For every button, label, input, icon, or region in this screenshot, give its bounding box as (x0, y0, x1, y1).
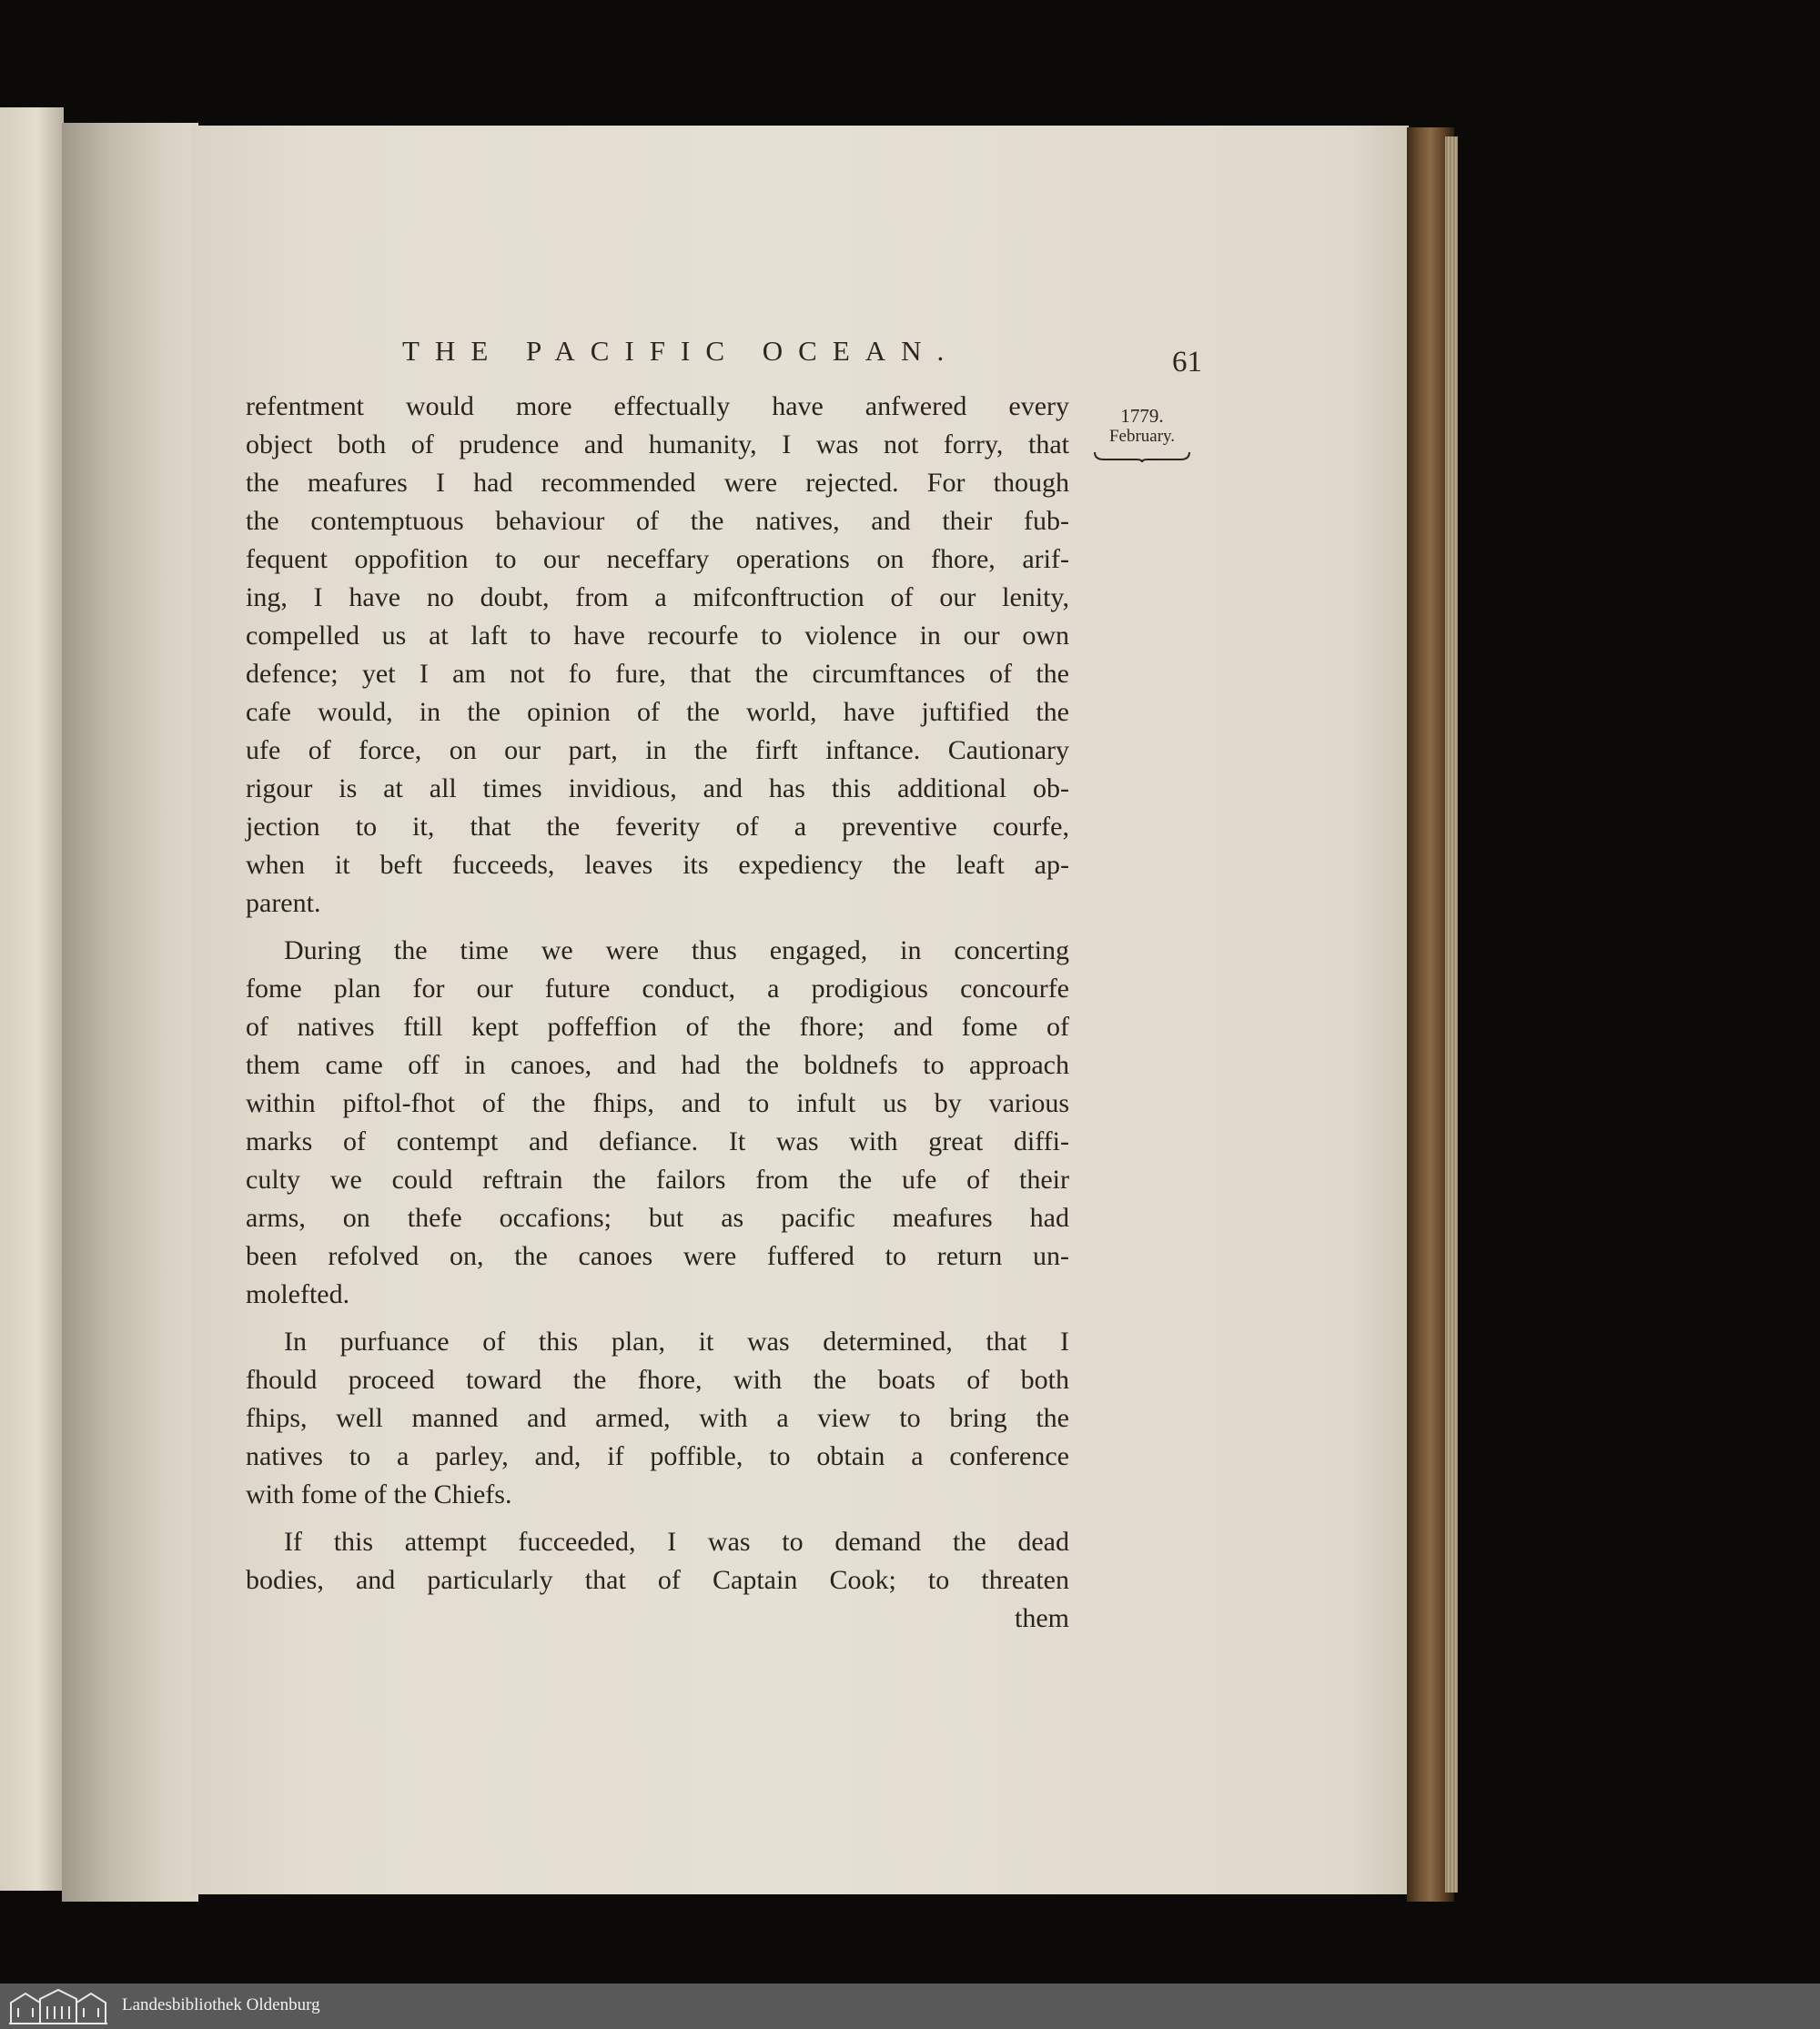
text-line: culty we could reftrain the failors from the ufe of their (246, 1165, 1069, 1195)
running-title: THE PACIFIC OCEAN. (402, 335, 960, 367)
text-line: parent. (246, 888, 321, 918)
text-line: molefted. (246, 1279, 350, 1309)
text-line: fequent oppofition to our neceffary operations on fhore, arif- (246, 544, 1069, 574)
margin-date-note (1088, 407, 1196, 463)
left-page-edge (0, 107, 64, 1891)
library-building-icon (7, 1986, 109, 2026)
text-line: refentment would more effectually have anfwered every (246, 391, 1069, 421)
text-line: when it beft fucceeds, leaves its expediency the leaft ap- (246, 850, 1069, 880)
text-line: In purfuance of this plan, it was determined, that I (284, 1327, 1069, 1357)
margin-month: February. (1108, 427, 1176, 446)
footer-bar (0, 1984, 1820, 2029)
text-line: cafe would, in the opinion of the world, have juftified the (246, 697, 1069, 727)
page-gutter (62, 123, 198, 1902)
text-line: rigour is at all times invidious, and has this additional ob- (246, 773, 1069, 803)
text-line: fhould proceed toward the fhore, with the boats of both (246, 1365, 1069, 1395)
text-line: arms, on thefe occafions; but as pacific meafures had (246, 1203, 1069, 1233)
text-line: marks of contempt and defiance. It was with great diffi- (246, 1126, 1069, 1156)
text-line: ing, I have no doubt, from a mifconftruction of our lenity, (246, 582, 1069, 612)
text-line: of natives ftill kept poffeffion of the fhore; and fome of (246, 1012, 1069, 1042)
text-line: with fome of the Chiefs. (246, 1479, 512, 1509)
text-line: If this attempt fucceeded, I was to demand the dead (284, 1527, 1069, 1557)
text-line: fome plan for our future conduct, a prodigious concourfe (246, 974, 1069, 1004)
page-edges (1445, 136, 1458, 1893)
text-line: compelled us at laft to have recourfe to violence in our own (246, 621, 1069, 651)
text-line: been refolved on, the canoes were fuffered to return un- (246, 1241, 1069, 1271)
text-line: within piftol-fhot of the fhips, and to infult us by various (246, 1088, 1069, 1118)
text-line: jection to it, that the feverity of a preventive courfe, (246, 812, 1069, 842)
text-line: natives to a parley, and, if poffible, to obtain a conference (246, 1441, 1069, 1471)
text-line: the contemptuous behaviour of the natives, and their fub- (246, 506, 1069, 536)
text-line: fhips, well manned and armed, with a view to bring the (246, 1403, 1069, 1433)
library-name: Landesbibliothek Oldenburg (122, 1995, 320, 2014)
text-line: object both of prudence and humanity, I was not forry, that (246, 429, 1069, 459)
text-line: the meafures I had recommended were rejected. For though (246, 468, 1069, 498)
brace-icon (1093, 450, 1191, 463)
text-line: bodies, and particularly that of Captain Cook; to threaten (246, 1565, 1069, 1595)
catchword: them (1015, 1603, 1069, 1633)
text-line: defence; yet I am not fo fure, that the circumftances of the (246, 659, 1069, 689)
text-line: During the time we were thus engaged, in concerting (284, 935, 1069, 965)
margin-year: 1779. (1120, 405, 1164, 427)
text-line: them came off in canoes, and had the boldnefs to approach (246, 1050, 1069, 1080)
text-line: ufe of force, on our part, in the firft inftance. Cautionary (246, 735, 1069, 765)
page-number: 61 (1172, 346, 1202, 379)
